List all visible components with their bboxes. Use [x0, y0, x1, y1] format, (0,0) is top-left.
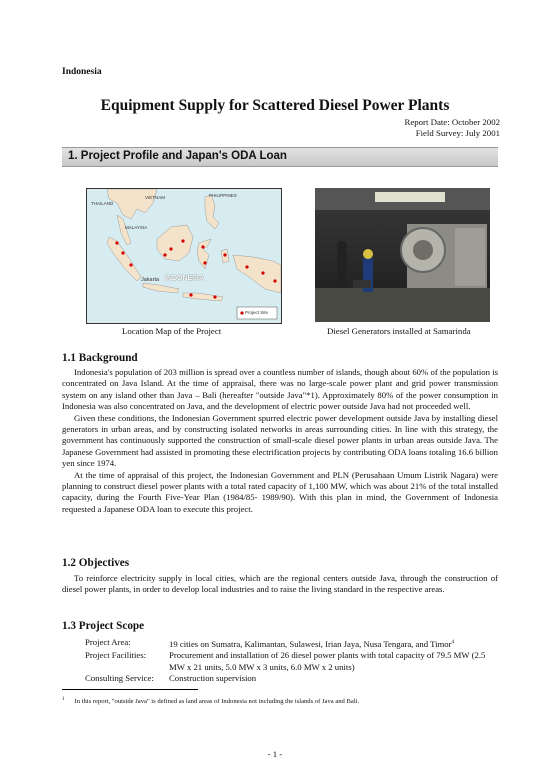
map-label-thailand: THAILAND	[91, 201, 114, 206]
field-survey-date: Field Survey: July 2001	[415, 128, 500, 138]
scope-row	[85, 637, 497, 650]
report-dates	[404, 117, 500, 139]
report-title: Equipment Supply for Scattered Diesel Power Plants	[100, 97, 450, 114]
section-heading-bar	[62, 147, 498, 167]
scope-key: Consulting Service:	[85, 673, 154, 684]
scope-row	[85, 673, 497, 684]
page-number: - 1 -	[267, 749, 283, 759]
location-map	[86, 188, 282, 324]
section-title: 1. Project Profile and Japan's ODA Loan	[68, 150, 287, 162]
objectives-paragraph: To reinforce electricity supply in local cities, which are the regional centers outside Java, through the construction of diesel power plants, in order to develop local industries and to raise the living standard in the respective areas.	[62, 573, 498, 595]
background-paragraph: At the time of appraisal of this project, the Indonesian Government and PLN (Perusahaan Umum Listrik Nagara) were planning to construct diesel power plants with a total rated capacity of 1,100 MW, which was about 21% of the total installed capacity, during the Fourth Five-Year Plan (1984/85- 1989/90). With this plan in mind, the Government of Indonesia requested a Japanese ODA loan to execute this project.	[62, 469, 498, 514]
map-label-vietnam: VIETNAM	[145, 195, 166, 200]
background-paragraph: Indonesia's population of 203 million is spread over a countless number of islands, though about 60% of the population is concentrated on Java Island. At the time of appraisal, there was no large-scale power plant and grid power transmission system on any island other than Java – Bali (hereafter "outside Java"*1). Approximately 80% of the power consumption in Indonesia was also concentrated on Java, and the development of electric power outside Java had not proceeded well.	[62, 367, 498, 412]
country-label: Indonesia	[62, 67, 102, 77]
report-date: Report Date: October 2002	[404, 117, 500, 127]
scope-value: 19 cities on Sumatra, Kalimantan, Sulawesi, Irian Jaya, Nusa Tengara, and Timor$^4$	[169, 638, 455, 649]
scope-table	[85, 637, 497, 685]
scope-heading: 1.3 Project Scope	[62, 620, 145, 632]
map-label-indonesia: INDONESIA	[165, 275, 204, 282]
background-text	[62, 367, 498, 515]
scope-value: Procurement and installation of 26 diesel power plants with total capacity of 79.5 MW (2.5 MW x 21 units, 5.0 MW x 3 units, 6.0 MW x 2 units)	[169, 650, 486, 672]
background-paragraph: Given these conditions, the Indonesian Government spurred electric power development outside Java by installing diesel generators in urban areas, and by constructing isolated networks in areas surrounding cities. In line with this strategy, the government has continuously supported the construction of small-scale diesel power plants in urban areas outside Java. The Japanese Government had assisted in promoting these electrification projects by contributing ODA loans totaling 16.6 billion yen since 1974.	[62, 412, 498, 469]
map-label-jakarta: Jakarta	[141, 277, 160, 283]
background-heading: 1.1 Background	[62, 352, 138, 364]
scope-value: Construction supervision	[169, 673, 257, 684]
map-label-malaysia: MALAYSIA	[125, 225, 148, 230]
scope-row	[85, 650, 497, 673]
footnote-mark-4: 4	[451, 639, 455, 645]
photo-graphic	[315, 188, 490, 322]
map-caption: Location Map of the Project	[122, 326, 222, 336]
objectives-heading: 1.2 Objectives	[62, 557, 130, 569]
footnote-text: In this report, "outside Java" is defined as land areas of Indonesia not including the islands of Java and Bali.	[74, 698, 360, 706]
scope-key: Project Facilities:	[85, 650, 147, 661]
map-label-philippines: PHILIPPINES	[209, 193, 237, 198]
scope-key: Project Area:	[85, 637, 131, 647]
photo-caption: Diesel Generators installed at Samarinda	[327, 326, 471, 336]
footnote-mark: 1	[62, 697, 65, 702]
footnote-divider	[62, 689, 198, 690]
diesel-generator-photo	[315, 188, 490, 322]
objectives-text	[62, 573, 498, 596]
map-graphic	[87, 189, 281, 323]
footnote	[62, 697, 359, 705]
map-legend-project-site: Project Site	[245, 310, 269, 315]
